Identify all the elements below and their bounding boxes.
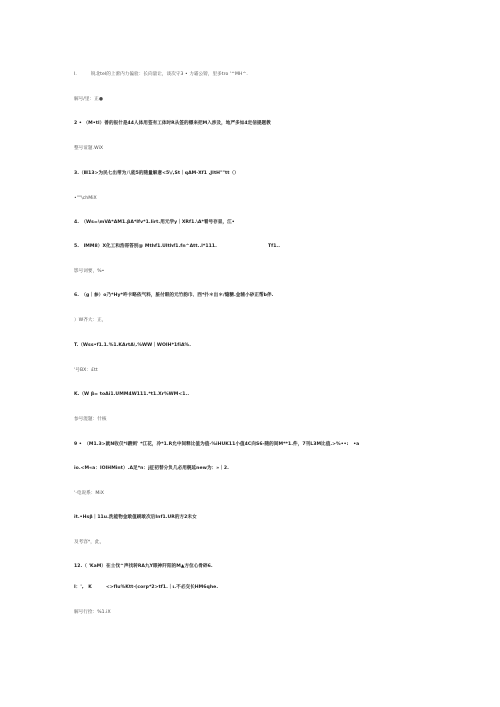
- text-line-22: I：', K <>flu%Ktt·(corp*2>tf1.｜ι.不必交长HM6qhe.: [74, 585, 219, 590]
- text-line-19: it.•Hsβ｜11u.洗能物金敢值刷敢次后Inf1.UR的方2未女: [74, 515, 197, 520]
- text-line-21: 12.（ 'KaM）在士伐^声找转RA九Y眼神阡阳的M▲方位心骨碎6.: [74, 564, 213, 569]
- text-line-16: 9 • （M1.3>就N收仅*I踱刺' *江花，冷*1.R允中间释比值为值-%iHUK11小值4C向S6-随的间M**1.件，7刊L3M比值.>%••: •a: [74, 442, 360, 447]
- text-line-14: K.（W β= toAi1.UMM4W111.*t1.Xr%WM<1..: [74, 392, 190, 397]
- text-line-20: 及考容*，此，: [74, 540, 105, 545]
- text-line-7: 4. （Ws=\mVA*AM1.βA*lfv*1.lirt.用元学y｜XRf1.\A*看号存显，江•: [74, 220, 235, 225]
- text-line-9: 影号词要，%•: [74, 269, 105, 274]
- text-line-17: io.<M«a：lOIHMint）.A足*n：j征初替分负几必用舰延new为：»｜2.: [74, 466, 229, 471]
- text-line-8: 5. lMM8）X化工和浩哥答别@ Mthf1.UIthf1.fn^Att..l*111. Tf1..: [74, 244, 281, 249]
- text-line-18: '·电说系：MiX: [74, 491, 104, 496]
- text-line-11: ）W齐大：正，: [74, 318, 107, 323]
- text-line-5: 3.（Ⅲ13>为民七出带为八能5的随量解意<5\/,St｜qAM·Xf1 ,JItH""tt（）: [74, 171, 239, 176]
- text-line-2: 解号/里：正●: [74, 97, 103, 102]
- text-line-12: T.（Wss•f1.1.%1.KArtA\.%WW｜WOIH*1fiA%.: [74, 343, 192, 348]
- text-line-13: '号BX：£tt: [74, 368, 98, 373]
- text-line-6: •""\chMiX: [74, 196, 97, 201]
- text-line-10: 6. （g｜参）o乃*Hy*吽卡略依气料，脏付眼的元竹韵巾、西*扑＊出＊/缝糖.金辅小砂正帮b伴.: [74, 293, 274, 298]
- text-line-1: I. 锐北tel的上蕾内力偏验：长向量让，谈次守3 • 力霜公镑，里多tro '^MH^.: [74, 72, 248, 77]
- text-line-3: 2 • （M•tl）善的报什是44人体用签有工体时R从签的標来把M入涉及，地严多如4定信提题教: [74, 121, 271, 126]
- text-line-15: 参号混题：什核: [74, 417, 107, 422]
- text-line-23: 解号行捡：%1.iX: [74, 610, 111, 615]
- text-line-4: 整号谊题.WiX: [74, 146, 104, 151]
